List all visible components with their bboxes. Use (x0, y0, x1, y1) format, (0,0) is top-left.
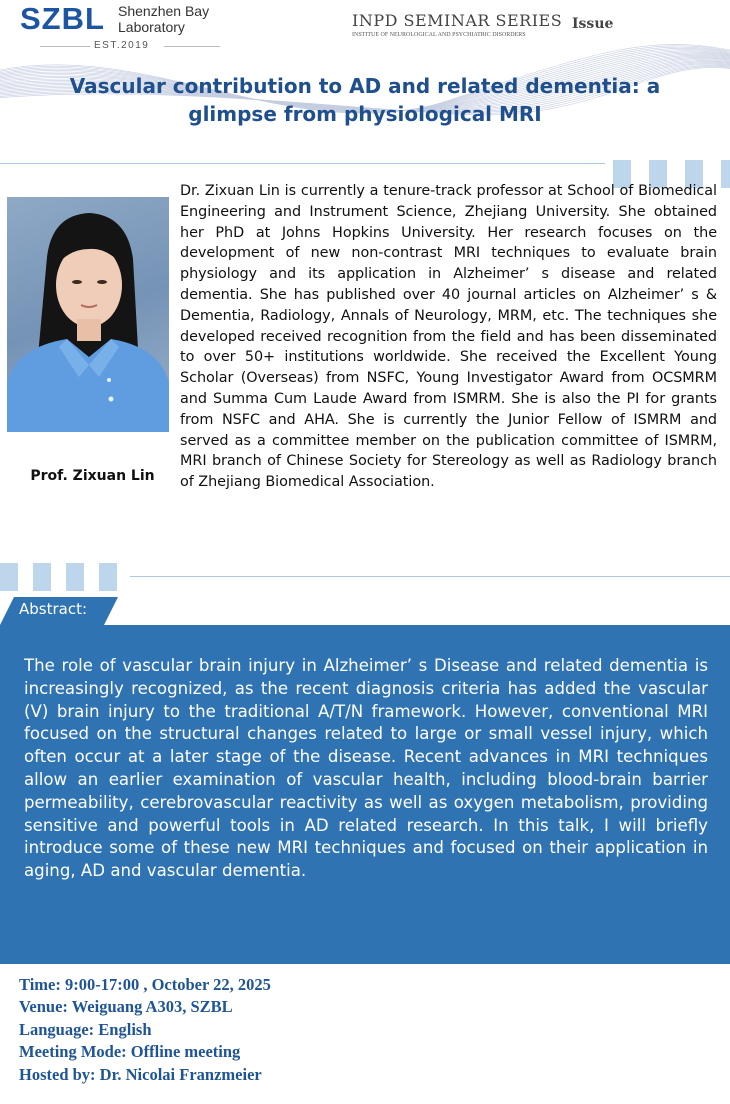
event-info (19, 974, 271, 1086)
deco-bar (721, 160, 730, 188)
series-issue: Issue (572, 16, 614, 32)
event-host: Hosted by: Dr. Nicolai Franzmeier (19, 1064, 262, 1084)
logo-name-line2: Laboratory (118, 19, 185, 35)
speaker-bio: Dr. Zixuan Lin is currently a tenure-track professor at School of Biomedical Engineering and Instrument Science, Zhejiang University. She obtained her PhD at Johns Hopkins University. Her research focuses on the development of new non-contrast MRI techniques to evaluate brain physiology and its application in Alzheimer’ s disease and related dementia. She has published over 40 journal articles on Alzheimer’ s & Dementia, Radiology, Annals of Neurology, MRM, etc. The techniques she developed received recognition from the field and has been disseminated to over 50+ institutions worldwide. She received the Excellent Young Scholar (Overseas) from NSFC, Young Investigator Award from OCSMRM and Summa Cum Laude Award from ISMRM. She is also the PI for grants from NSFC and AHA. She is currently the Junior Fellow of ISMRM and served as a committee member on the publication committee of ISMRM, MRI branch of Chinese Society for Stereology as well as Radiology branch of Zhejiang Biomedical Association. (180, 183, 717, 491)
speaker-photo (7, 197, 169, 432)
deco-bar (0, 563, 18, 591)
series-title: INPD SEMINAR SERIES (352, 11, 563, 30)
talk-title: Vascular contribution to AD and related dementia: a glimpse from physiological MRI (69, 74, 661, 126)
divider-bottom (130, 576, 730, 577)
logo-name-line1: Shenzhen Bay (118, 3, 210, 19)
speaker-name: Prof. Zixuan Lin (30, 468, 155, 484)
logo-est: EST.2019 (94, 40, 150, 51)
event-mode: Meeting Mode: Offline meeting (19, 1042, 241, 1062)
deco-bar (33, 563, 51, 591)
abstract-label: Abstract: (19, 600, 88, 618)
event-time: Time: 9:00-17:00 , October 22, 2025 (19, 975, 271, 994)
event-venue: Venue: Weiguang A303, SZBL (19, 997, 233, 1017)
event-language: Language: English (19, 1019, 152, 1039)
logo-mark: SZBL (20, 1, 105, 36)
series-subtitle: INSTITUE OF NEUROLOGICAL AND PSYCHIATRIC DISORDERS (352, 32, 526, 38)
deco-bar (66, 563, 84, 591)
divider-top (0, 163, 605, 164)
deco-bar (99, 563, 117, 591)
abstract-text: The role of vascular brain injury in Alzheimer’ s Disease and related dementia is increasingly recognized, as the recent diagnosis criteria has added the vascular (V) brain injury to the traditional A/T/N framework. However, conventional MRI focused on the structural changes related to large or small vessel injury, which often occur at a later stage of the disease. Recent advances in MRI techniques allow an earlier examination of vascular health, including blood-brain barrier permeability, cerebrovascular reactivity as well as oxygen metabolism, providing sensitive and powerful tools in AD related research. In this talk, I will briefly introduce some of these new MRI techniques and focused on their application in aging, AD and vascular dementia. (24, 656, 708, 881)
decorative-bars-left (0, 563, 117, 591)
portrait-illustration (7, 197, 169, 432)
